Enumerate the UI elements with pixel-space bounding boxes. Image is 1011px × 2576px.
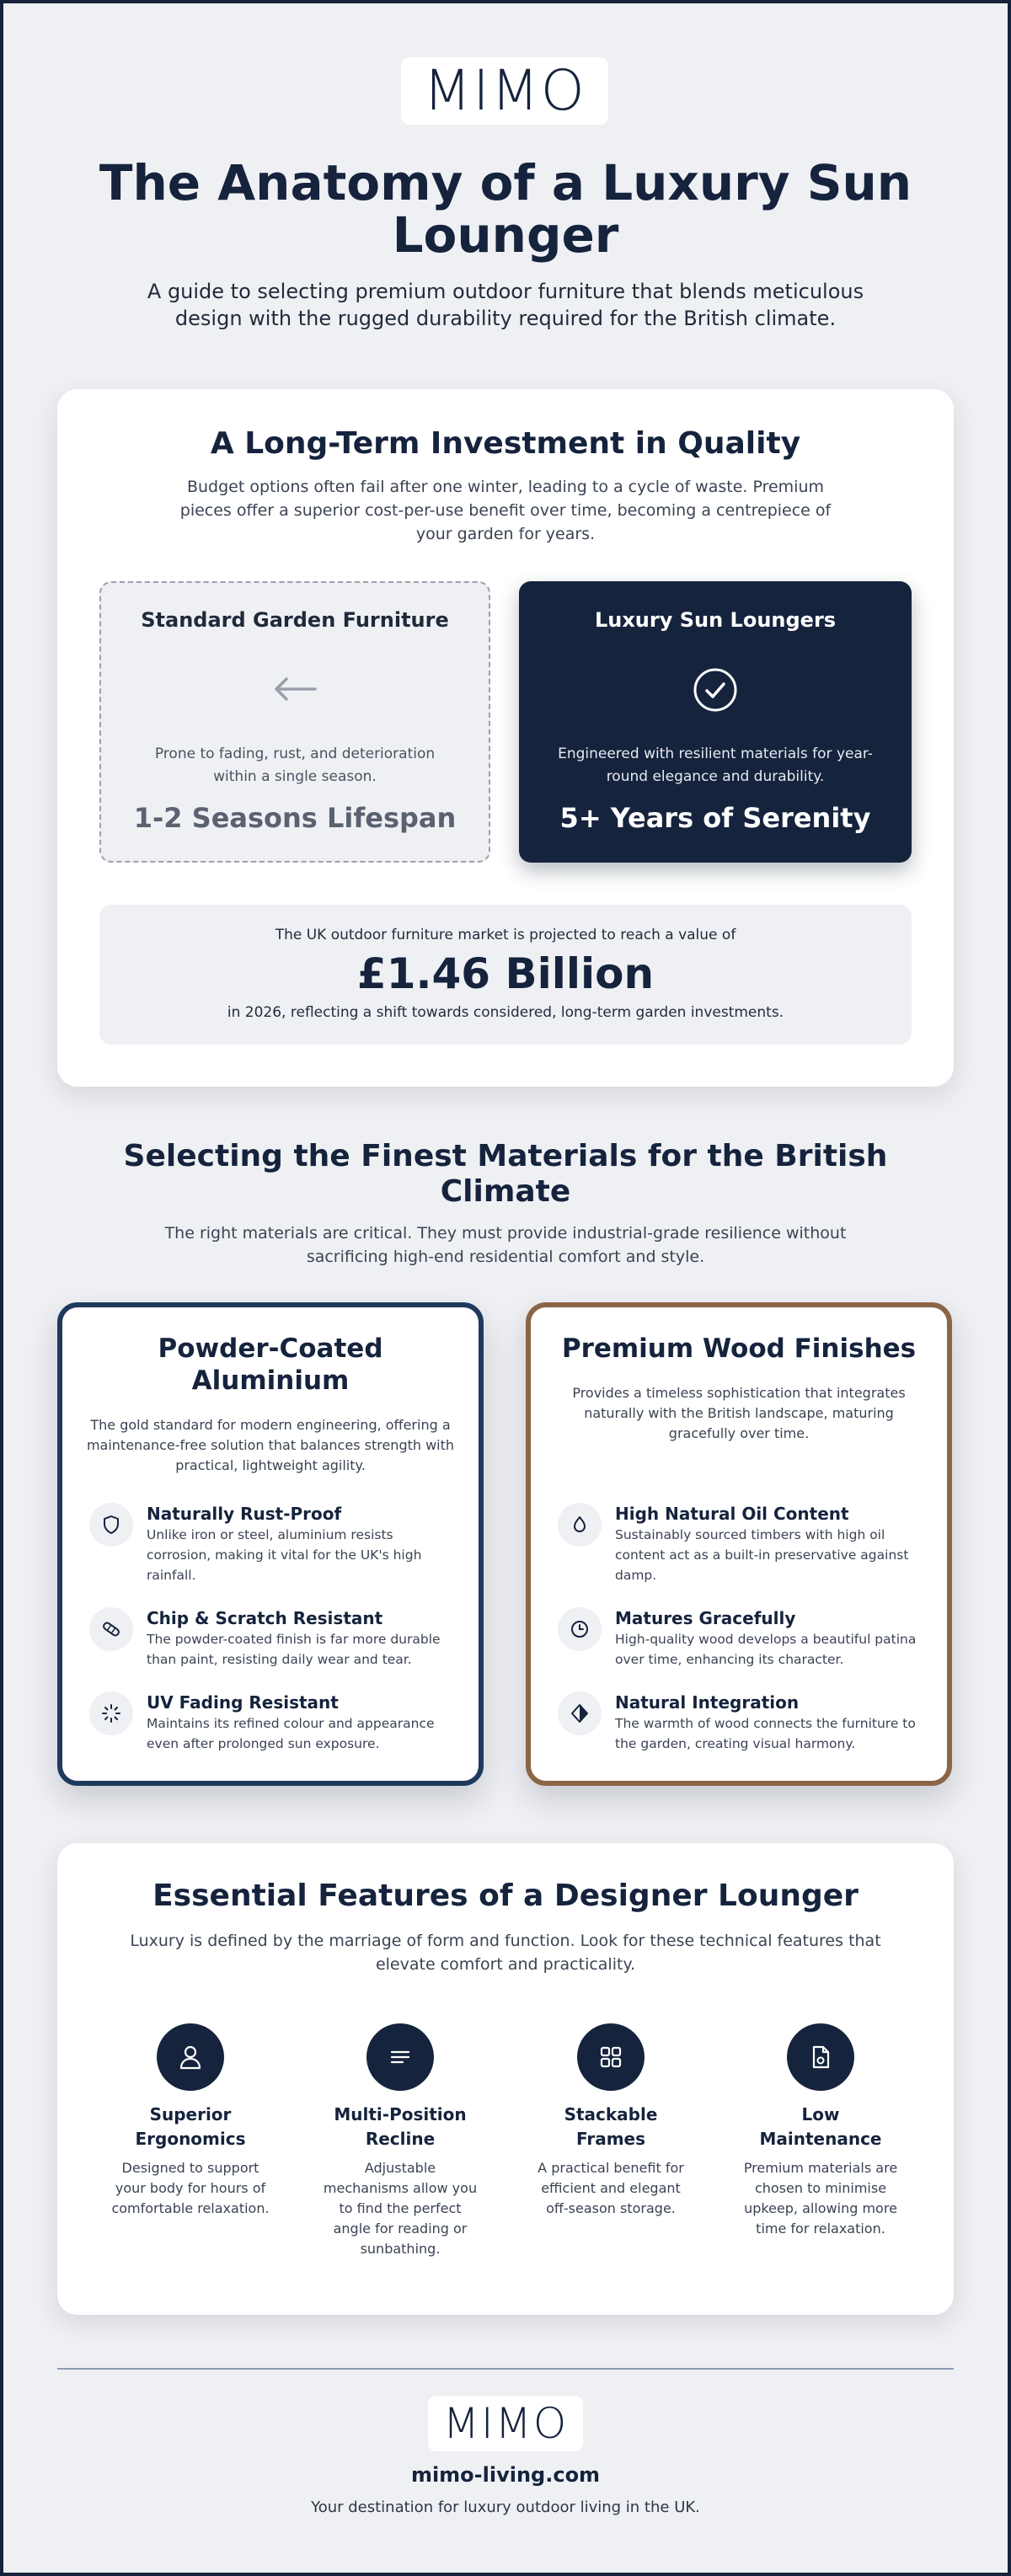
wood-feature-desc: The warmth of wood connects the furniture to the garden, creating visual harmony.	[615, 1716, 916, 1751]
stat-post-text: in 2026, reflecting a shift towards considered, long-term garden investments.	[227, 1004, 784, 1021]
features-intro: Luxury is defined by the marriage of form and function. Look for these technical features that elevate comfort and practicality.	[130, 1932, 881, 1974]
aluminium-title: Powder-Coated Aluminium	[158, 1333, 383, 1396]
luxury-title: Luxury Sun Loungers	[594, 608, 837, 632]
aluminium-feature-title: UV Fading Resistant	[147, 1692, 339, 1713]
standard-title: Standard Garden Furniture	[141, 608, 449, 632]
sun-rays-icon	[89, 1692, 133, 1735]
aluminium-feature-desc: Maintains its refined colour and appearance even after prolonged sun exposure.	[147, 1716, 435, 1751]
header-logo[interactable]	[401, 57, 608, 125]
aluminium-desc: The gold standard for modern engineering, offering a maintenance-free solution that balances strength with practical, lightweight agility.	[86, 1417, 455, 1473]
investment-title: A Long-Term Investment in Quality	[210, 426, 801, 461]
logo-text: MIMO	[442, 2399, 569, 2448]
page-title: The Anatomy of a Luxury Sun Lounger	[99, 154, 912, 264]
logo-text: MIMO	[423, 58, 586, 123]
aluminium-feature-title: Naturally Rust-Proof	[147, 1504, 342, 1524]
luxury-desc: Engineered with resilient materials for year-round elegance and durability.	[558, 746, 873, 785]
diamond-icon	[558, 1692, 602, 1735]
footer-divider	[57, 2368, 954, 2370]
arrow-left-icon	[271, 672, 318, 706]
standard-desc: Prone to fading, rust, and deterioration within a single season.	[154, 746, 436, 785]
feature-title: Multi-Position Recline	[334, 2104, 467, 2149]
feature-desc: Adjustable mechanisms allow you to find the perfect angle for reading or sunbathing.	[323, 2160, 478, 2257]
features-title: Essential Features of a Designer Lounger	[152, 1879, 859, 1913]
footer-site-link[interactable]: mimo-living.com	[410, 2463, 601, 2487]
person-icon	[157, 2023, 224, 2091]
stat-pre-text: The UK outdoor furniture market is projected to reach a value of	[275, 927, 736, 943]
bandage-icon	[89, 1607, 133, 1651]
lines-icon	[366, 2023, 434, 2091]
wood-feature-desc: Sustainably sourced timbers with high oil content act as a built-in preservative against damp.	[615, 1527, 909, 1583]
page-subtitle: A guide to selecting premium outdoor furniture that blends meticulous design with the rugged durability required for the British climate.	[147, 280, 864, 330]
feature-title: Superior Ergonomics	[135, 2104, 246, 2149]
luxury-lifespan: 5+ Years of Serenity	[559, 802, 871, 834]
grid-icon	[577, 2023, 645, 2091]
investment-intro: Budget options often fail after one winter, leading to a cycle of waste. Premium pieces offer a superior cost-per-use benefit over time, becoming a centrepiece of your garden for years.	[179, 478, 832, 543]
stat-value: £1.46 Billion	[356, 949, 655, 998]
droplet-icon	[558, 1503, 602, 1547]
footer-tagline: Your destination for luxury outdoor living in the UK.	[311, 2499, 700, 2516]
check-circle-icon	[693, 667, 738, 713]
materials-intro: The right materials are critical. They must provide industrial-grade resilience without sacrificing high-end residential comfort and style.	[164, 1224, 847, 1266]
feature-desc: Designed to support your body for hours of comfortable relaxation.	[111, 2160, 270, 2216]
feature-title: Stackable Frames	[564, 2104, 658, 2149]
clock-icon	[558, 1607, 602, 1651]
materials-title: Selecting the Finest Materials for the British Climate	[123, 1139, 888, 1209]
feature-desc: A practical benefit for efficient and elegant off-season storage.	[538, 2160, 684, 2216]
aluminium-feature-desc: The powder-coated finish is far more durable than paint, resisting daily wear and tear.	[147, 1632, 441, 1667]
feature-desc: Premium materials are chosen to minimise upkeep, allowing more time for relaxation.	[743, 2160, 898, 2237]
aluminium-feature-title: Chip & Scratch Resistant	[147, 1608, 383, 1628]
feature-title: Low Maintenance	[759, 2104, 882, 2149]
aluminium-feature-desc: Unlike iron or steel, aluminium resists corrosion, making it vital for the UK's high rainfall.	[147, 1527, 422, 1583]
footer-logo[interactable]	[428, 2396, 583, 2451]
wood-feature-title: High Natural Oil Content	[615, 1504, 849, 1524]
wood-feature-desc: High-quality wood develops a beautiful patina over time, enhancing its character.	[615, 1632, 917, 1667]
wood-desc: Provides a timeless sophistication that integrates naturally with the British landscape, maturing gracefully over time.	[572, 1385, 906, 1441]
document-icon	[787, 2023, 854, 2091]
wood-feature-title: Natural Integration	[615, 1692, 800, 1713]
standard-lifespan: 1-2 Seasons Lifespan	[133, 802, 457, 834]
shield-icon	[89, 1503, 133, 1547]
wood-feature-title: Matures Gracefully	[615, 1608, 796, 1628]
wood-title: Premium Wood Finishes	[561, 1333, 917, 1364]
